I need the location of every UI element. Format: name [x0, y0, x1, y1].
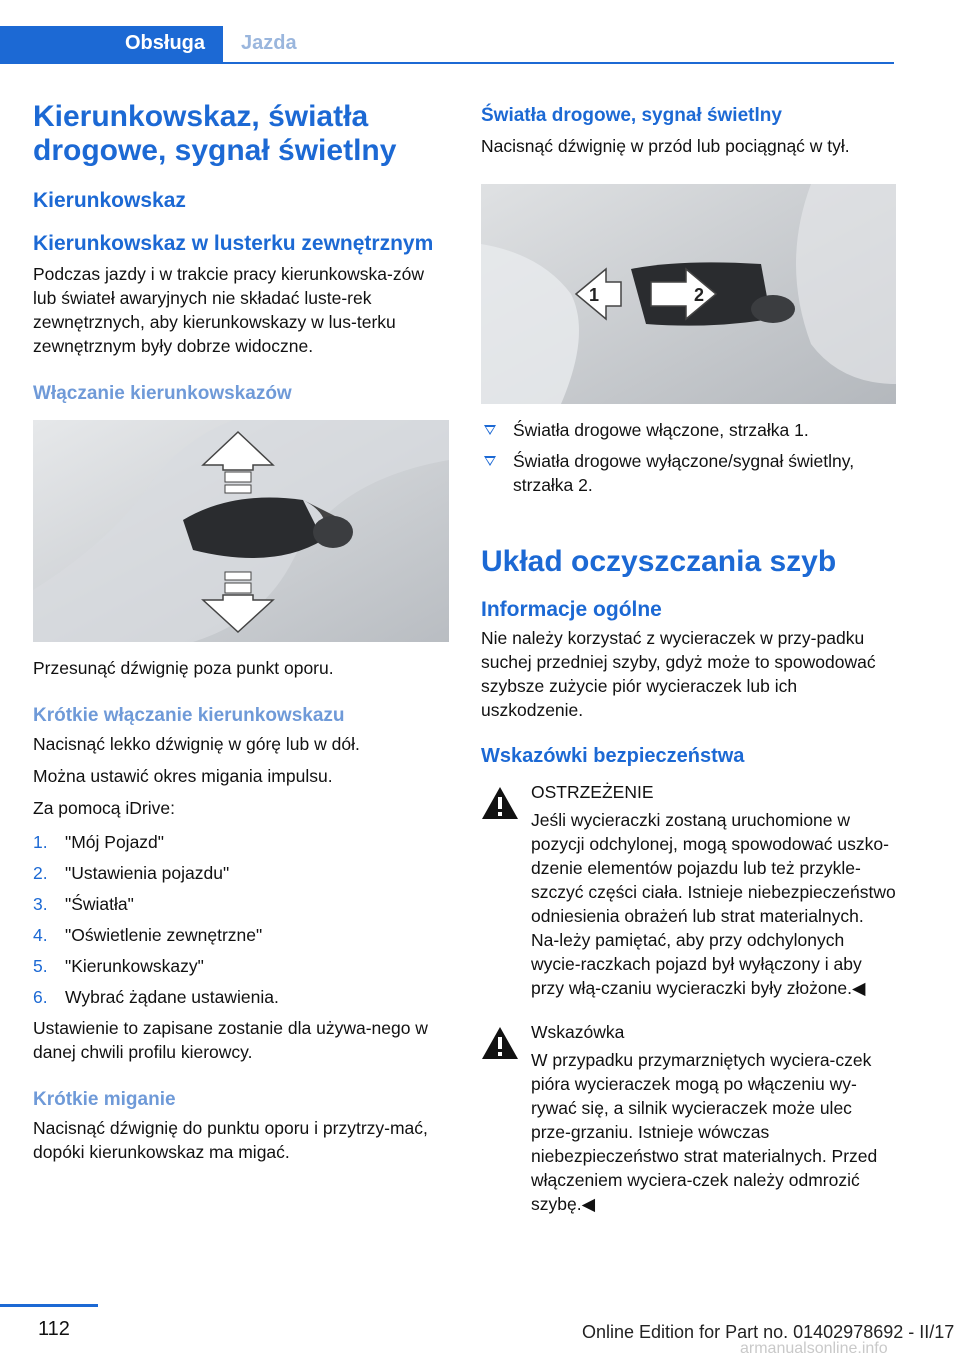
heading-miganie: Krótkie miganie [33, 1089, 176, 1110]
list-item: 2. "Ustawienia pojazdu" [33, 863, 230, 883]
heading-info: Informacje ogólne [481, 598, 662, 621]
paragraph-za-pomoca: Za pomocą iDrive: [33, 798, 175, 818]
arrow-2-label: 2 [694, 285, 705, 305]
note-title: Wskazówka [531, 1022, 625, 1042]
warning-block [481, 780, 896, 1000]
paragraph-info: Nie należy korzystać z wycieraczek w przy-padku suchej przedniej szyby, gdyż może to spowodować szybsze zużycie piór wycieraczek lub ich uszkodzenie. [481, 628, 876, 720]
paragraph-ustawienie: Ustawienie to zapisane zostanie dla używa-nego w danej chwili profilu kierowcy. [33, 1018, 428, 1062]
arrow-1-label: 1 [589, 285, 600, 305]
heading-wlaczanie: Włączanie kierunkowskazów [33, 383, 292, 404]
idrive-steps [33, 830, 449, 1009]
list-item: 1. "Mój Pojazd" [33, 832, 164, 852]
watermark: armanualsonline.info [740, 1340, 888, 1357]
warning-text: Jeśli wycieraczki zostaną uruchomione w pozycji odchylonej, mogą spowodować uszko-dzenie elementów pojazdu lub też przykle-szczyć części ciała. Istnieje niebezpieczeństwo odniesienia obrażeń lub strat materialnych. Na-leży pamiętać, aby przy odchylonych wycie-raczkach pojazd był wyłączony i aby przy włą-czaniu wycieraczki były złożone.◀ [531, 810, 896, 998]
turn-signal-lever-image [33, 420, 449, 642]
high-beam-bullets [481, 418, 896, 497]
paragraph-mozna: Można ustawić okres migania impulsu. [33, 766, 333, 786]
list-item: 6. Wybrać żądane ustawienia. [33, 987, 279, 1007]
paragraph-przesunac: Przesunąć dźwignię poza punkt oporu. [33, 658, 334, 678]
edition-text: Online Edition for Part no. 01402978692 - II/17 [582, 1322, 955, 1342]
section-title-wipers: Układ oczyszczania szyb [481, 545, 837, 578]
paragraph-nacisnac: Nacisnąć lekko dźwignię w górę lub w dół. [33, 734, 360, 754]
heading-lusterko: Kierunkowskaz w lusterku zewnętrznym [33, 232, 434, 255]
note-block [481, 1020, 896, 1216]
list-item: Światła drogowe włączone, strzałka 1. [481, 418, 896, 442]
page-number: 112 [38, 1318, 70, 1340]
list-item: 4. "Oświetlenie zewnętrzne" [33, 925, 263, 945]
paragraph-swiatla: Nacisnąć dźwignię w przód lub pociągnąć w tył. [481, 136, 850, 156]
high-beam-illustration [481, 184, 896, 404]
section-title: Kierunkowskaz, światła drogowe, sygnał świetlny [33, 100, 397, 167]
warning-triangle-icon [481, 786, 519, 820]
lever-illustration [33, 420, 449, 642]
list-item: 5. "Kierunkowskazy" [33, 956, 204, 976]
paragraph-miganie: Nacisnąć dźwignię do punktu oporu i przytrzy-mać, dopóki kierunkowskaz ma migać. [33, 1118, 428, 1162]
left-column [33, 100, 449, 1164]
paragraph-lusterko: Podczas jazdy i w trakcie pracy kierunkowska-zów lub świateł awaryjnych nie składać luste-rek zewnętrznych, aby kierunkowskazy w lus-terku zewnętrznym były dobrze widoczne. [33, 264, 424, 356]
tab-jazda[interactable]: Jazda [241, 32, 297, 54]
heading-kierunkowskaz: Kierunkowskaz [33, 189, 186, 212]
tab-obsluga[interactable]: Obsługa [0, 26, 223, 62]
footer-rule [0, 1304, 98, 1307]
list-item: 3. "Światła" [33, 894, 134, 914]
right-column [481, 100, 896, 1216]
high-beam-lever-image [481, 184, 896, 404]
chapter-tabs [0, 26, 894, 64]
list-item: Światła drogowe wyłączone/sygnał świetlny, strzałka 2. [481, 449, 896, 497]
warning-title: OSTRZEŻENIE [531, 782, 654, 802]
heading-swiatla: Światła drogowe, sygnał świetlny [481, 105, 782, 126]
heading-wskazowki: Wskazówki bezpieczeństwa [481, 745, 745, 767]
heading-krotkie: Krótkie włączanie kierunkowskazu [33, 705, 345, 726]
warning-triangle-icon [481, 1026, 519, 1060]
note-text: W przypadku przymarzniętych wyciera-czek pióra wycieraczek mogą po włączeniu wy-rywać się, a silnik wycieraczek może ulec prze-grzaniu. Istnieje wówczas niebezpieczeństwo strat materialnych. Przed włączeniem wyciera-czek należy odmrozić szybę.◀ [531, 1050, 878, 1214]
